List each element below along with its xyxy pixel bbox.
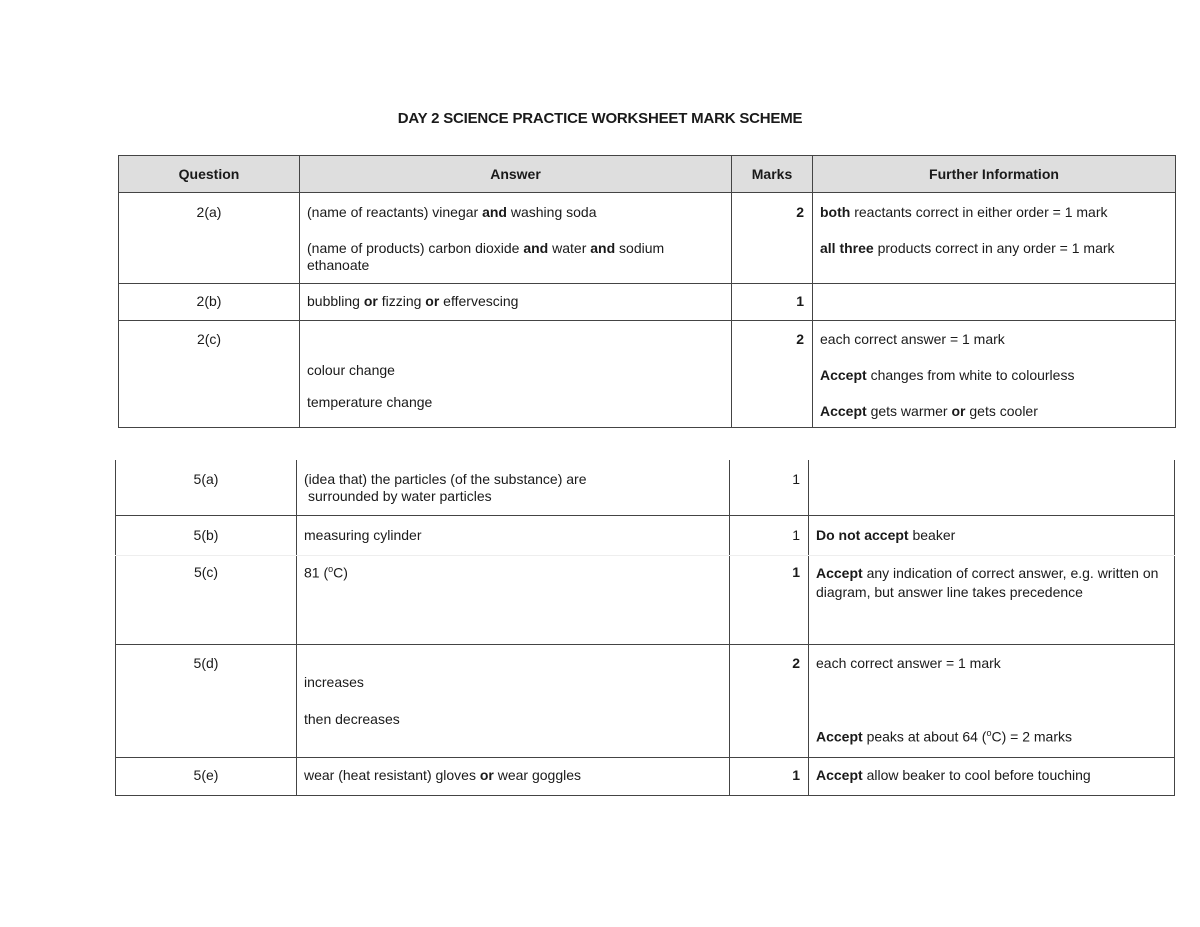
- answer-line: (name of products) carbon dioxide and water and sodium ethanoate: [307, 240, 665, 273]
- answer-line: temperature change: [307, 394, 433, 410]
- marks-value: 2: [732, 321, 813, 428]
- marks-value: 2: [732, 193, 813, 284]
- question-number: 5(c): [116, 555, 297, 644]
- info-line: Accept gets warmer or gets cooler: [820, 403, 1038, 419]
- page-title: DAY 2 SCIENCE PRACTICE WORKSHEET MARK SCHEME: [397, 110, 803, 127]
- answer-line: colour change: [307, 362, 395, 378]
- info-cell: [809, 644, 1175, 757]
- marks-value: 1: [730, 757, 809, 795]
- table-row: [116, 555, 1175, 644]
- table-header-row: [119, 156, 1176, 193]
- info-line: both reactants correct in either order = 1 mark: [820, 204, 1108, 220]
- answer-line: (name of reactants) vinegar and washing soda: [307, 204, 597, 220]
- marks-value: 1: [732, 284, 813, 321]
- info-cell: Do not accept beaker: [809, 515, 1175, 555]
- answer-cell: bubbling or fizzing or effervescing: [300, 284, 732, 321]
- info-cell: Accept allow beaker to cool before touching: [809, 757, 1175, 795]
- info-line: each correct answer = 1 mark: [816, 654, 1001, 671]
- table-row: [119, 193, 1176, 284]
- mark-scheme-table-question-2: [118, 155, 1176, 428]
- header-question: Question: [119, 156, 300, 193]
- question-number: 2(b): [119, 284, 300, 321]
- info-line: all three products correct in any order = 1 mark: [820, 240, 1115, 256]
- answer-cell: [300, 193, 732, 284]
- answer-line: then decreases: [304, 710, 400, 727]
- question-number: 5(e): [116, 757, 297, 795]
- info-line: Accept changes from white to colourless: [820, 367, 1075, 383]
- info-cell: [809, 460, 1175, 515]
- header-marks: Marks: [732, 156, 813, 193]
- question-number: 5(a): [116, 460, 297, 515]
- question-number: 2(a): [119, 193, 300, 284]
- question-number: 2(c): [119, 321, 300, 428]
- mark-scheme-table-question-5: [115, 460, 1175, 796]
- info-cell: [813, 284, 1176, 321]
- table-row: [116, 460, 1175, 515]
- answer-line: increases: [304, 673, 364, 690]
- info-line: Accept peaks at about 64 ($^o$C) = 2 marks: [816, 727, 1072, 745]
- table-row: [116, 515, 1175, 555]
- table-row: [119, 321, 1176, 428]
- header-further-information: Further Information: [813, 156, 1176, 193]
- info-line: each correct answer = 1 mark: [820, 331, 1005, 347]
- table-row: [116, 757, 1175, 795]
- info-cell: Accept any indication of correct answer, e.g. written on diagram, but answer line takes precedence: [809, 555, 1175, 644]
- table-row: [116, 644, 1175, 757]
- header-answer: Answer: [300, 156, 732, 193]
- answer-cell: [297, 460, 730, 515]
- answer-cell: wear (heat resistant) gloves or wear goggles: [297, 757, 730, 795]
- table-row: [119, 284, 1176, 321]
- marks-value: 1: [730, 555, 809, 644]
- answer-cell: 81 ($^o$C): [297, 555, 730, 644]
- question-number: 5(d): [116, 644, 297, 757]
- answer-cell: measuring cylinder: [297, 515, 730, 555]
- marks-value: 2: [730, 644, 809, 757]
- info-cell: [813, 321, 1176, 428]
- answer-line: surrounded by water particles: [308, 488, 492, 504]
- question-number: 5(b): [116, 515, 297, 555]
- marks-value: 1: [730, 515, 809, 555]
- info-cell: [813, 193, 1176, 284]
- answer-cell: [297, 644, 730, 757]
- answer-cell: [300, 321, 732, 428]
- marks-value: 1: [730, 460, 809, 515]
- answer-line: (idea that) the particles (of the substance) are: [304, 471, 587, 487]
